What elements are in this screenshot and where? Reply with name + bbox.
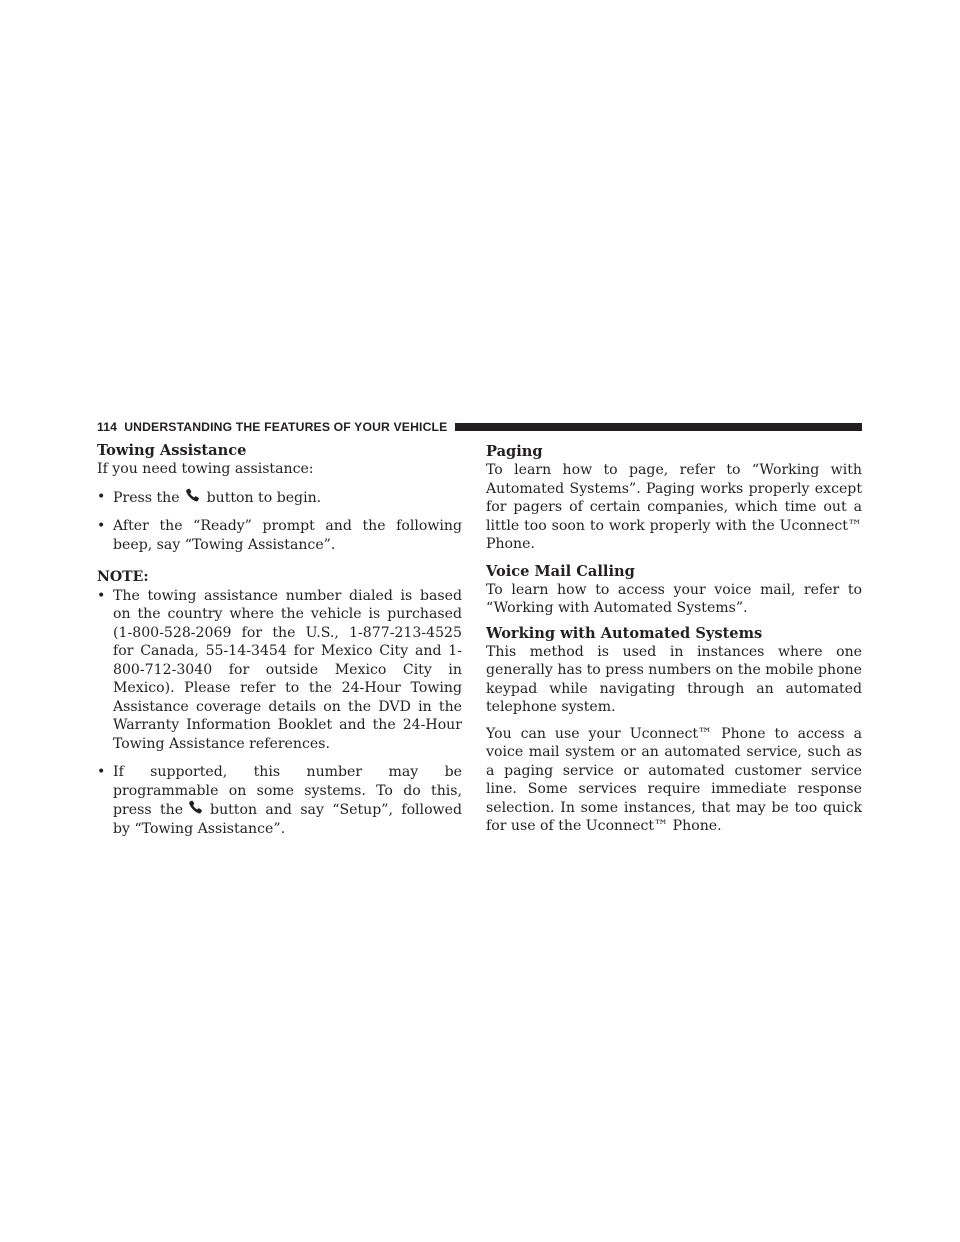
voicemail-heading: Voice Mail Calling <box>486 562 635 580</box>
list-item <box>97 587 462 754</box>
voicemail-section <box>486 563 862 618</box>
automated-text-1: This method is used in instances where one generally has to press numbers on the mobile phone keypad while navigating through an automated telephone system. <box>486 643 862 715</box>
phone-icon <box>184 488 204 504</box>
list-item <box>97 517 462 554</box>
note-block <box>97 568 462 838</box>
bullet-dot: • <box>97 587 106 604</box>
page-header-text <box>97 420 455 434</box>
towing-assistance-heading: Towing Assistance <box>97 442 247 459</box>
bullet-dot: • <box>97 764 106 780</box>
bullet-dot: • <box>97 518 106 534</box>
left-column <box>97 442 462 838</box>
note-text-after: button and say “Setup”, followed by “Towing Assistance”. <box>113 802 462 837</box>
right-column <box>486 443 862 845</box>
bullet-text-after: button to begin. <box>206 489 322 506</box>
note-text-before: If supported, this number may be programmable on some systems. To do this, press the <box>113 764 462 818</box>
voicemail-text: To learn how to access your voice mail, refer to “Working with Automated Systems”. <box>486 581 862 616</box>
note-text: The towing assistance number dialed is based on the country where the vehicle is purchased (1-800-528-2069 for the U.S., 1-877-213-4525 for Canada, 55-14-3454 for Mexico City and 1-800-712-3040 for outside Mexico City in Mexico). Please refer to the 24-Hour Towing Assistance coverage details on the DVD in the Warranty Information Booklet and the 24-Hour Towing Assistance references. <box>113 587 462 752</box>
page-header <box>97 420 862 434</box>
bullet-text: After the “Ready” prompt and the following beep, say “Towing Assistance”. <box>113 518 462 553</box>
automated-text-2: You can use your Uconnect™ Phone to access a voice mail system or an automated service, such as a paging service or automated customer service line. Some services require immediate response selection. In some instances, that may be too quick for use of the Uconnect™ Phone. <box>486 725 862 834</box>
paging-section <box>486 443 862 554</box>
list-item <box>97 763 462 838</box>
section-title: UNDERSTANDING THE FEATURES OF YOUR VEHICLE <box>124 420 448 434</box>
towing-intro: If you need towing assistance: <box>97 461 314 477</box>
list-item <box>97 488 462 508</box>
header-rule <box>455 423 862 431</box>
paging-text: To learn how to page, refer to “Working with Automated Systems”. Paging works properly except for pagers of certain companies, which time out a little too soon to work properly with the Uconnect™ Phone. <box>486 462 862 552</box>
bullet-dot: • <box>97 488 106 505</box>
automated-heading: Working with Automated Systems <box>486 624 763 642</box>
note-label: NOTE: <box>97 569 149 585</box>
automated-section <box>486 625 862 836</box>
paging-heading: Paging <box>486 443 543 460</box>
page-number: 114 <box>97 420 118 434</box>
bullet-text-before: Press the <box>113 489 180 506</box>
phone-icon <box>187 800 207 816</box>
